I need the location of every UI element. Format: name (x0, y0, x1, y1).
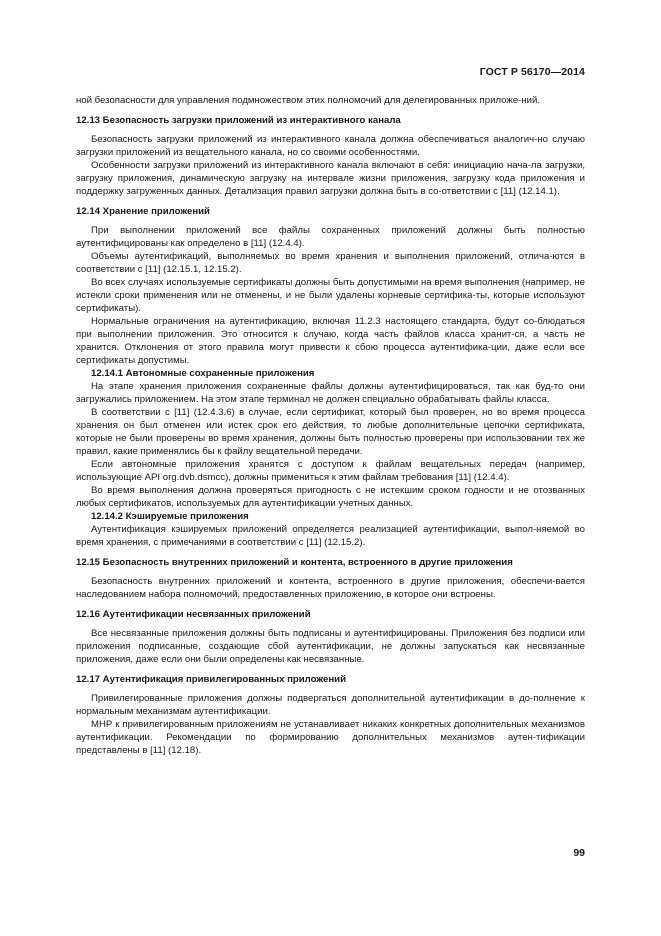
paragraph: При выполнении приложений все файлы сохраненных приложений должны быть полностью аутентифицированы как определено в [11] (12.4.4). (76, 225, 585, 249)
paragraph: Во время выполнения должна проверяться пригодность с не истекшим сроком годности и не отозванных любых сертификатов, используемых для аутентификации учетных данных. (76, 485, 585, 509)
page-body (76, 94, 585, 757)
subsection-heading-12-14-2: 12.14.2 Кэшируемые приложения (91, 511, 249, 522)
section-heading-12-13: 12.13 Безопасность загрузки приложений из интерактивного канала (76, 115, 401, 126)
paragraph: Особенности загрузки приложений из интерактивного канала включают в себя: инициацию нача-ла загрузки, загрузку приложения, динамическую загрузку на интервале жизни приложения, загрузку кода приложения и поддержку загруженных данных. Детализация правил загрузки должна быть в со-ответствии с [11] (12.14.1). (76, 160, 585, 197)
paragraph: Безопасность загрузки приложений из интерактивного канала должна обеспечиваться аналогич-но случаю загрузки приложений из вещательного канала, но со своими особенностями. (76, 134, 585, 158)
paragraph: Во всех случаях используемые сертификаты должны быть допустимыми на время выполнения (например, не истекли сроки применения или не отменены, и не были удалены корневые сертифика-ты, которые используют сертификаты). (76, 277, 585, 314)
paragraph: Нормальные ограничения на аутентификацию, включая 11.2.3 настоящего стандарта, будут со-блюдаться при выполнении приложения. Это относится к случаю, когда часть файлов класса хранит-ся, а часть не хранится. Отклонения от этого правила могут привести к сбою процесса аутентифика-ции, даже если все сертификаты допустимы. (76, 316, 585, 366)
paragraph: В соответствии с [11] (12.4.3.6) в случае, если сертификат, который был проверен, но во время процесса хранения он был отменен или истек срок его действия, то любые дополнительные цепочки сертификата, которые не были проверены во время хранения, должны быть полностью проверены при использовании тех же правил, какие применялись бы к файлу вещательной передачи. (76, 407, 585, 457)
subsection-heading-12-14-1: 12.14.1 Автономные сохраненные приложения (91, 368, 315, 379)
paragraph: Привилегированные приложения должны подвергаться дополнительной аутентификации в до-полнение к нормальным механизмам аутентификации. (76, 693, 585, 717)
paragraph: ной безопасности для управления подмножеством этих полномочий для делегированных приложе-ний. (76, 95, 541, 106)
standard-id-header: ГОСТ Р 56170—2014 (479, 66, 585, 78)
page-number: 99 (573, 847, 585, 859)
paragraph: Все несвязанные приложения должны быть подписаны и аутентифицированы. Приложения без подписи или приложения подписанные, создающие сбой аутентификации, не должны запускаться как несвязанные приложения, даже если они были определены как несвязанные. (76, 628, 585, 665)
paragraph: Безопасность внутренних приложений и контента, встроенного в другие приложения, обеспечи-вается наследованием набора полномочий, предоставленных приложению, в которое они встроены. (76, 576, 585, 600)
section-heading-12-15: 12.15 Безопасность внутренних приложений и контента, встроенного в другие приложения (76, 557, 513, 568)
paragraph: Аутентификация кэшируемых приложений определяется реализацией аутентификации, выпол-няемой во время хранения, с примечаниями в соответствии с [11] (12.15.2). (76, 524, 585, 548)
section-heading-12-17: 12.17 Аутентификация привилегированных приложений (76, 674, 346, 685)
section-heading-12-14: 12.14 Хранение приложений (76, 206, 210, 217)
paragraph: На этапе хранения приложения сохраненные файлы должны аутентифицироваться, так как буд-то они загружались приложением. На этом этапе терминал не должен специально обрабатывать файлы класса. (76, 381, 585, 405)
section-heading-12-16: 12.16 Аутентификации несвязанных приложений (76, 609, 311, 620)
paragraph: Если автономные приложения хранятся с доступом к файлам вещательных передач (например, использующие API org.dvb.dsmcc), должны примениться к этим файлам требования [11] (12.4.4). (76, 459, 585, 483)
paragraph: Объемы аутентификаций, выполняемых во время хранения и выполнения приложений, отлича-ются в соответствии с [11] (12.15.1, 12.15.2). (76, 251, 585, 275)
paragraph: МНР к привилегированным приложениям не устанавливает никаких конкретных дополнительных механизмов аутентификации. Рекомендации по формированию дополнительных механизмов аутен-тификации представлены в [11] (12.18). (76, 719, 585, 756)
